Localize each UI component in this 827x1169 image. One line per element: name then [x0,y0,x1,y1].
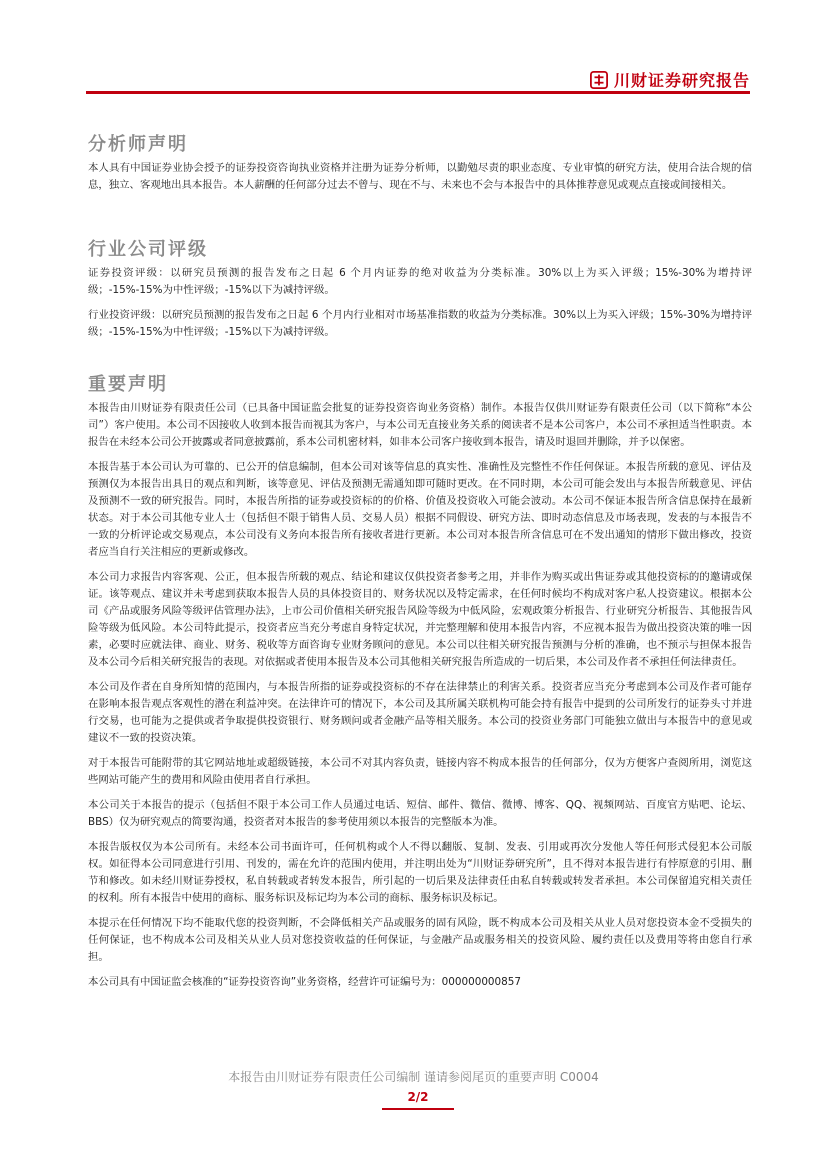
important-paragraph: 本提示在任何情况下均不能取代您的投资判断，不会降低相关产品或服务的固有风险，既不构成本公司及相关从业人员对您投资本金不受损失的任何保证，也不构成本公司及相关从业人员对您投资收益的任何保证，与金融产品或服务相关的投资风险、履约责任以及费用等将由您自行承担。 [88,917,752,963]
footer-disclaimer: 本报告由川财证券有限责任公司编制 谨请参阅尾页的重要声明 C0004 [228,1070,599,1084]
header-rule [86,91,750,94]
important-paragraph: 本报告由川财证券有限责任公司（已具备中国证监会批复的证券投资咨询业务资格）制作。本报告仅供川财证券有限责任公司（以下简称“本公司”）客户使用。本公司不因接收人收到本报告而视其为客户，与本公司无直接业务关系的阅读者不是本公司客户，本公司不承担适当性职责。本报告在未经本公司公开披露或者同意披露前，系本公司机密材料，如非本公司客户接收到本报告，请及时退回并删除，并予以保密。 [88,402,752,448]
important-paragraph: 本公司力求报告内容客观、公正，但本报告所载的观点、结论和建议仅供投资者参考之用，并非作为购买或出售证券或其他投资标的的邀请或保证。该等观点、建议并未考虑到获取本报告人员的具体投资目的、财务状况以及特定需求，在任何时候均不构成对客户私人投资建议。根据本公司《产品或服务风险等级评估管理办法》，上市公司价值相关研究报告风险等级为中低风险，宏观政策分析报告、行业研究分析报告、其他报告风险等级为低风险。本公司特此提示，投资者应当充分考虑自身特定状况，并完整理解和使用本报告内容，不应视本报告为做出投资决策的唯一因素，必要时应就法律、商业、财务、税收等方面咨询专业财务顾问的意见。本公司以往相关研究报告预测与分析的准确，也不预示与担保本报告及本公司今后相关研究报告的表现。对依据或者使用本报告及本公司其他相关研究报告所造成的一切后果，本公司及作者不承担任何法律责任。 [88,571,752,668]
industry-rating-text: 行业投资评级：以研究员预测的报告发布之日起 6 个月内行业相对市场基准指数的收益为分类标准。30%以上为买入评级；15%-30%为增持评级；-15%-15%为中性评级；-15%以下为减持评级。 [88,309,752,338]
page-number-rule [382,1108,454,1110]
important-paragraph: 本公司及作者在自身所知情的范围内，与本报告所指的证券或投资标的不存在法律禁止的利害关系。投资者应当充分考虑到本公司及作者可能存在影响本报告观点客观性的潜在利益冲突。在法律许可的情况下，本公司及其所属关联机构可能会持有报告中提到的公司所发行的证券头寸并进行交易，也可能为之提供或者争取提供投资银行、财务顾问或者金融产品等相关服务。本公司的投资业务部门可能独立做出与本报告中的意见或建议不一致的投资决策。 [88,681,752,744]
rating-title: 行业公司评级 [88,239,208,260]
page-header [86,62,750,94]
important-statement-section [88,370,752,999]
important-statement-title: 重要声明 [88,374,168,395]
page-number: 2/2 [407,1090,429,1104]
important-paragraph: 本报告基于本公司认为可靠的、已公开的信息编制，但本公司对该等信息的真实性、准确性及完整性不作任何保证。本报告所载的意见、评估及预测仅为本报告出具日的观点和判断，该等意见、评估及预测无需通知即可随时更改。在不同时期，本公司可能会发出与本报告所载意见、评估及预测不一致的研究报告。同时，本报告所指的证券或投资标的的价格、价值及投资收入可能会波动。本公司不保证本报告所含信息保持在最新状态。对于本公司其他专业人士（包括但不限于销售人员、交易人员）根据不同假设、研究方法、即时动态信息及市场表现，发表的与本报告不一致的分析评论或交易观点，本公司没有义务向本报告所有接收者进行更新。本公司对本报告所含信息可在不发出通知的情形下做出修改，投资者应当自行关注相应的更新或修改。 [88,461,752,558]
brand-name: 川财证券研究报告 [613,71,750,90]
important-paragraph: 对于本报告可能附带的其它网站地址或超级链接，本公司不对其内容负责，链接内容不构成本报告的任何部分，仅为方便客户查阅所用，浏览这些网站可能产生的费用和风险由使用者自行承担。 [88,757,752,786]
important-paragraph: 本公司关于本报告的提示（包括但不限于本公司工作人员通过电话、短信、邮件、微信、微博、博客、QQ、视频网站、百度官方贴吧、论坛、BBS）仅为研究观点的简要沟通，投资者对本报告的参考使用须以本报告的完整版本为准。 [88,799,752,828]
analyst-statement-title: 分析师声明 [88,134,188,155]
important-paragraph: 本报告版权仅为本公司所有。未经本公司书面许可，任何机构或个人不得以翻版、复制、发表、引用或再次分发他人等任何形式侵犯本公司版权。如征得本公司同意进行引用、刊发的，需在允许的范围内使用，并注明出处为“川财证券研究所”，且不得对本报告进行有悖原意的引用、删节和修改。如未经川财证券授权，私自转载或者转发本报告，所引起的一切后果及法律责任由私自转载或转发者承担。本公司保留追究相关责任的权利。所有本报告中使用的商标、服务标识及标记均为本公司的商标、服务标识及标记。 [88,841,752,904]
brand [590,68,750,91]
analyst-statement-section [88,130,752,202]
company-logo-icon [590,71,608,89]
rating-section [88,235,752,349]
license-number-text: 本公司具有中国证监会核准的“证券投资咨询”业务资格，经营许可证编号为：000000000857 [88,976,521,988]
stock-rating-text: 证券投资评级：以研究员预测的报告发布之日起 6 个月内证券的绝对收益为分类标准。30%以上为买入评级；15%-30%为增持评级；-15%-15%为中性评级；-15%以下为减持评级。 [88,267,752,296]
analyst-statement-text: 本人具有中国证券业协会授予的证券投资咨询执业资格并注册为证券分析师，以勤勉尽责的职业态度、专业审慎的研究方法，使用合法合规的信息，独立、客观地出具本报告。本人薪酬的任何部分过去不曾与、现在不与、未来也不会与本报告中的具体推荐意见或观点直接或间接相关。 [88,162,752,191]
